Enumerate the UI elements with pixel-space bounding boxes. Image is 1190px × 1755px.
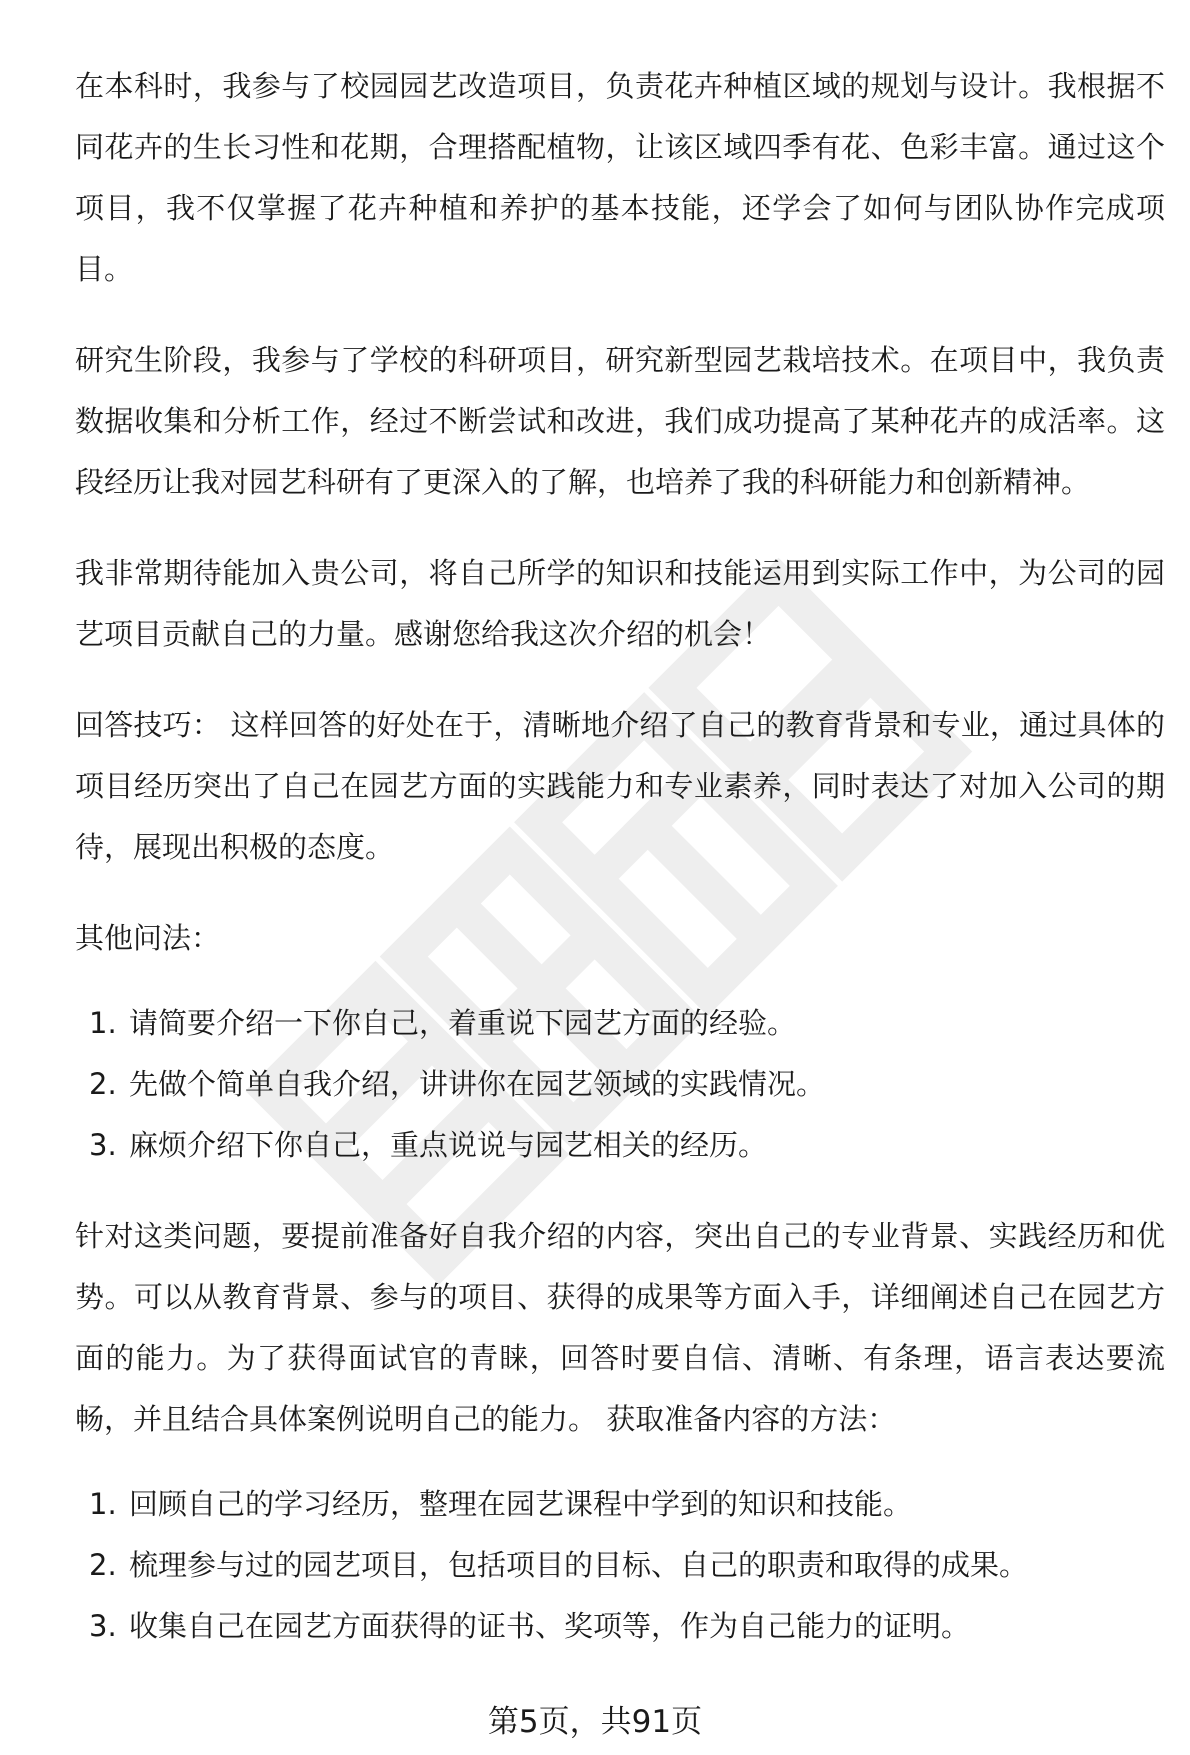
list-item-text: 先做个简单自我介绍，讲讲你在园艺领域的实践情况。 — [129, 1067, 826, 1101]
page-number-footer: 第5页，共91页 — [487, 1704, 703, 1740]
other-questions-list — [75, 993, 1165, 1176]
list-item — [75, 1535, 1165, 1596]
heading-other-questions: 其他问法： — [75, 921, 221, 955]
list-number: 1. — [89, 1006, 117, 1040]
list-number: 3. — [89, 1609, 117, 1643]
list-item — [75, 1115, 1165, 1176]
list-number: 3. — [89, 1128, 117, 1162]
paragraph-undergraduate-project: 在本科时，我参与了校园园艺改造项目，负责花卉种植区域的规划与设计。我根据不同花卉的生长习性和花期，合理搭配植物，让该区域四季有花、色彩丰富。通过这个项目，我不仅掌握了花卉种植和养护的基本技能，还学会了如何与团队协作完成项目。 — [75, 69, 1165, 286]
prep-methods-list — [75, 1474, 1165, 1657]
paragraph-graduate-research: 研究生阶段，我参与了学校的科研项目，研究新型园艺栽培技术。在项目中，我负责数据收集和分析工作，经过不断尝试和改进，我们成功提高了某种花卉的成活率。这段经历让我对园艺科研有了更深入的了解，也培养了我的科研能力和创新精神。 — [75, 343, 1165, 499]
list-item — [75, 1474, 1165, 1535]
list-item — [75, 1596, 1165, 1657]
list-item — [75, 1054, 1165, 1115]
list-item — [75, 993, 1165, 1054]
paragraph-closing: 我非常期待能加入贵公司，将自己所学的知识和技能运用到实际工作中，为公司的园艺项目贡献自己的力量。感谢您给我这次介绍的机会！ — [75, 556, 1165, 651]
paragraph-answer-tips: 回答技巧： 这样回答的好处在于，清晰地介绍了自己的教育背景和专业，通过具体的项目经历突出了自己在园艺方面的实践能力和专业素养，同时表达了对加入公司的期待，展现出积极的态度。 — [75, 708, 1165, 864]
list-item-text: 回顾自己的学习经历，整理在园艺课程中学到的知识和技能。 — [129, 1487, 913, 1521]
list-item-text: 收集自己在园艺方面获得的证书、奖项等，作为自己能力的证明。 — [129, 1609, 971, 1643]
document-body — [75, 56, 1165, 1687]
list-number: 2. — [89, 1548, 117, 1582]
paragraph-preparation-advice: 针对这类问题，要提前准备好自我介绍的内容，突出自己的专业背景、实践经历和优势。可以从教育背景、参与的项目、获得的成果等方面入手，详细阐述自己在园艺方面的能力。为了获得面试官的青睐，回答时要自信、清晰、有条理，语言表达要流畅，并且结合具体案例说明自己的能力。 获取准备内容的方法： — [75, 1219, 1165, 1436]
list-item-text: 梳理参与过的园艺项目，包括项目的目标、自己的职责和取得的成果。 — [129, 1548, 1029, 1582]
list-number: 1. — [89, 1487, 117, 1521]
list-item-text: 麻烦介绍下你自己，重点说说与园艺相关的经历。 — [129, 1128, 768, 1162]
list-item-text: 请简要介绍一下你自己，着重说下园艺方面的经验。 — [129, 1006, 797, 1040]
list-number: 2. — [89, 1067, 117, 1101]
